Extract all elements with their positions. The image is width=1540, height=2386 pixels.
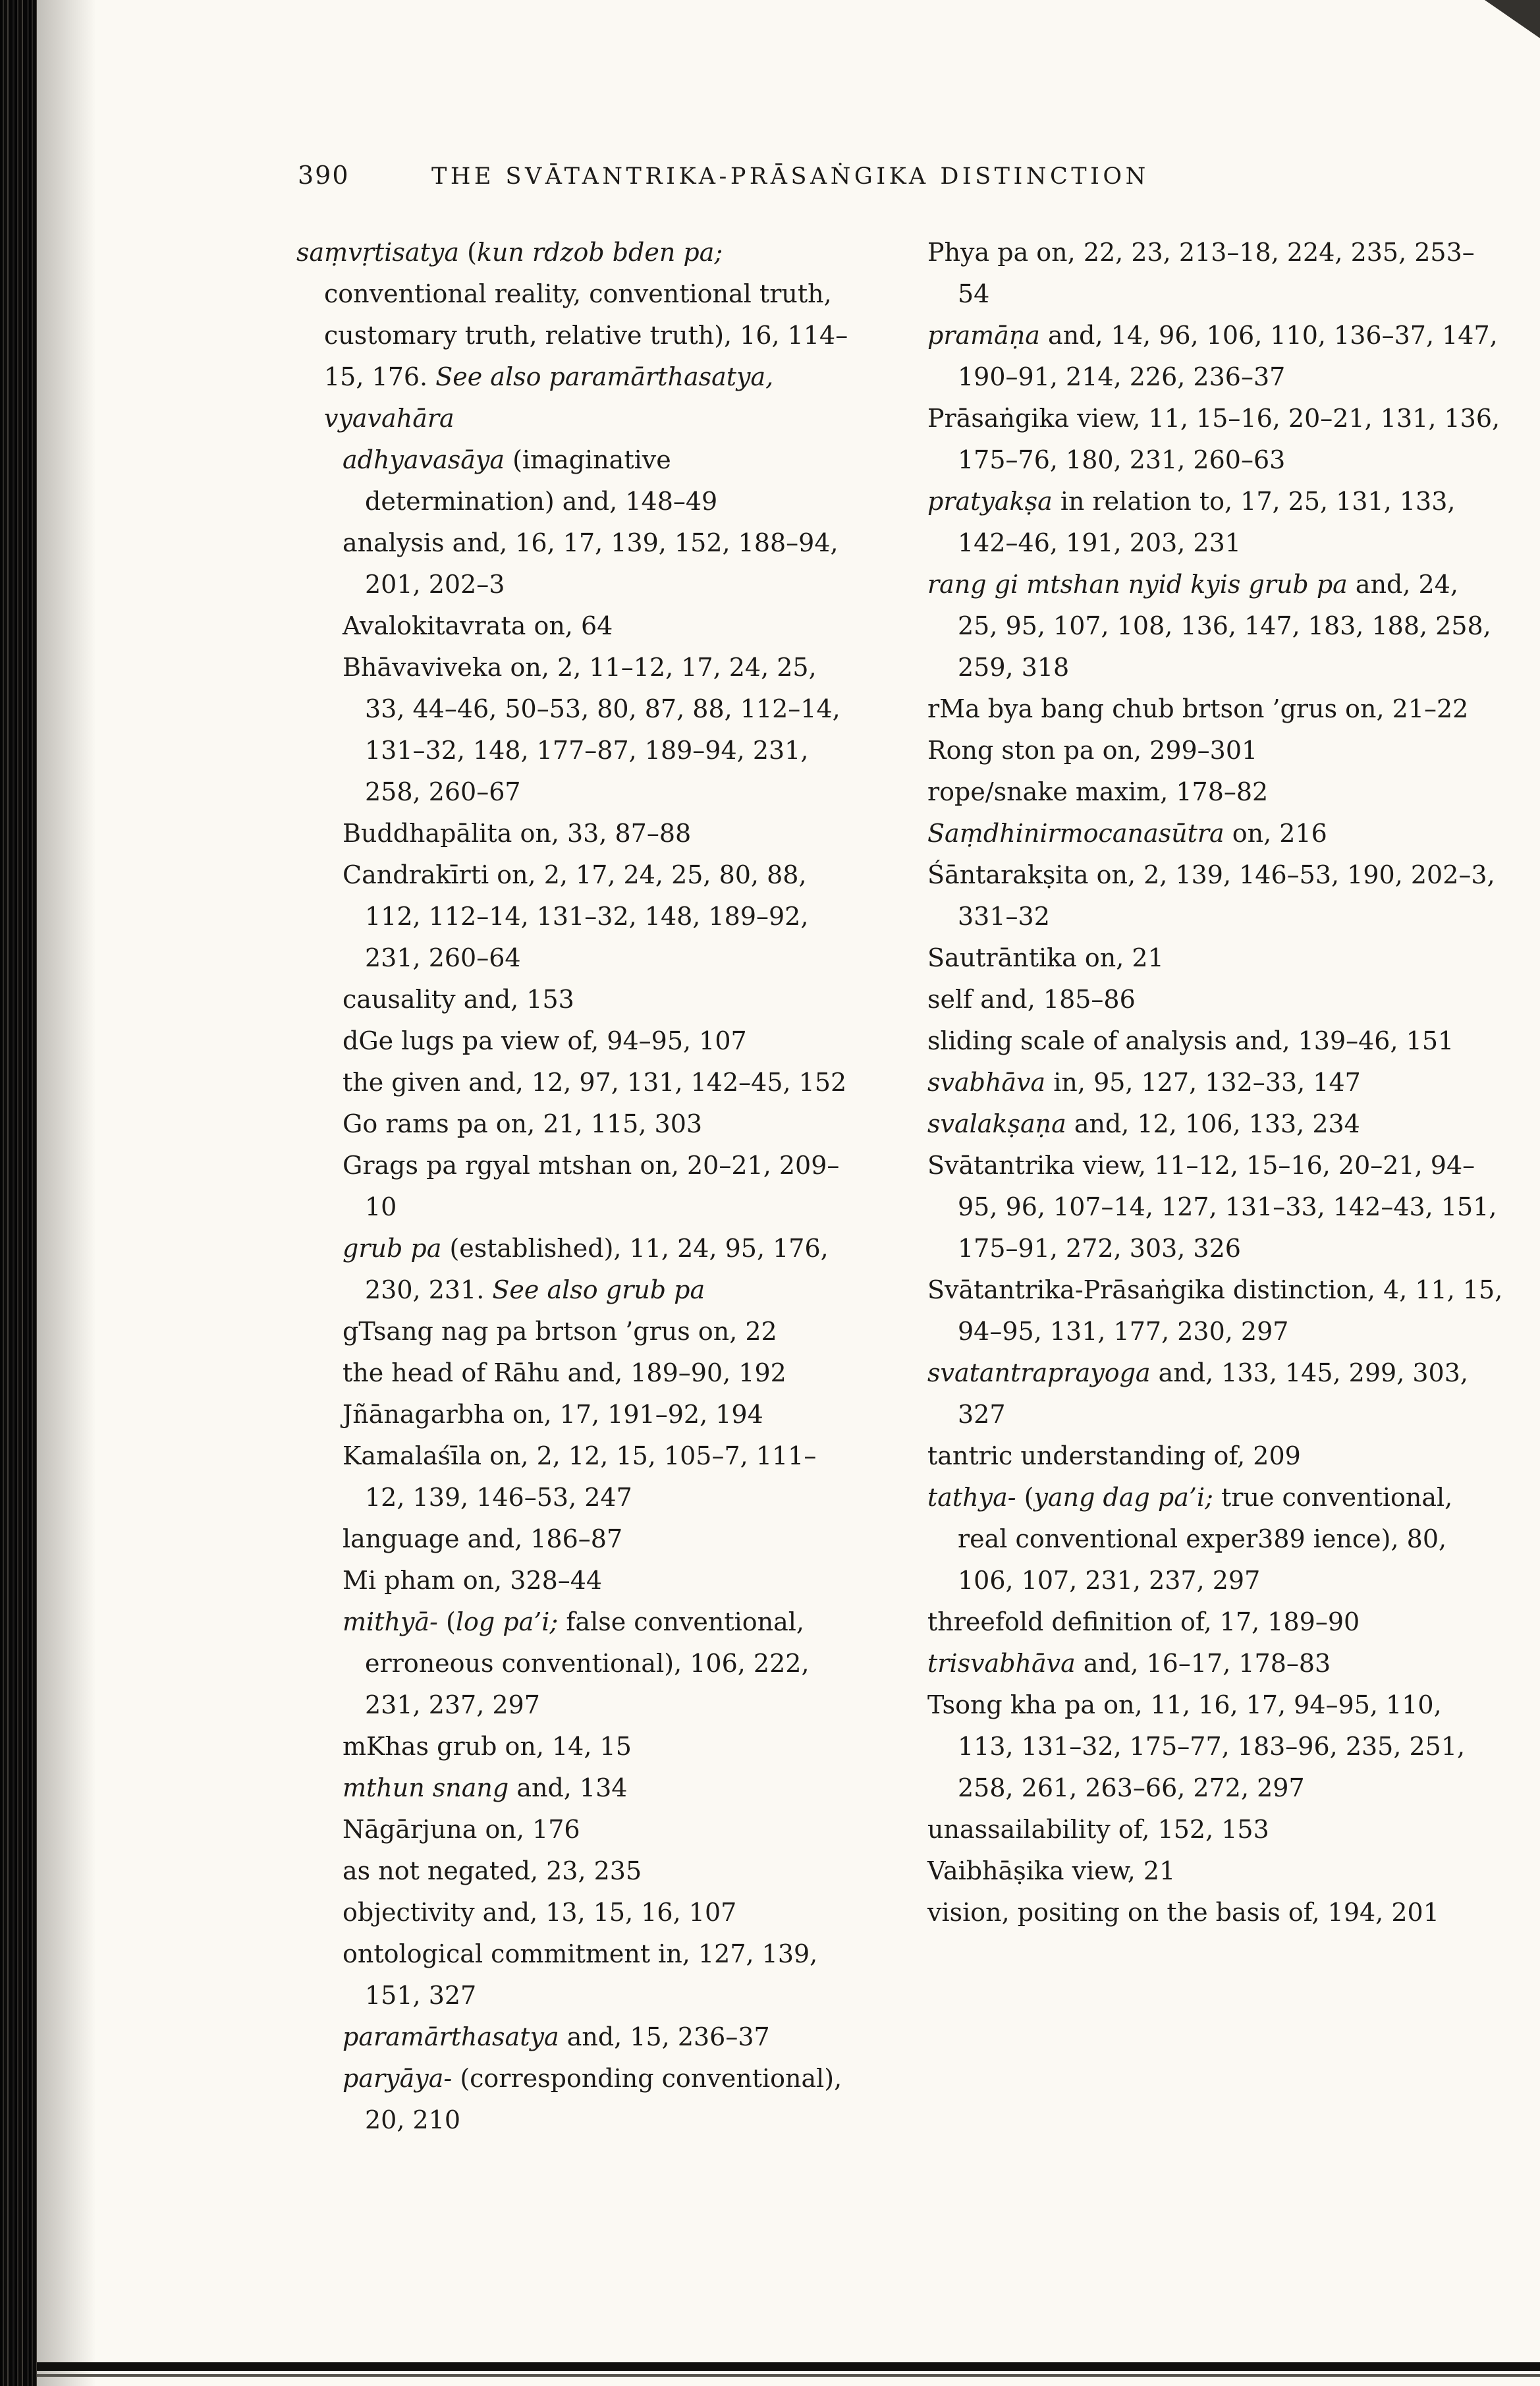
index-entry: Bhāvaviveka on, 2, 11–12, 17, 24, 25, 33, 44–46, 50–53, 80, 87, 88, 112–14, 131–32, 148, 177–87, 189–94, 231, 258, 260–67 bbox=[343, 653, 840, 806]
index-entry: Prāsaṅgika view, 11, 15–16, 20–21, 131, 136, 175–76, 180, 231, 260–63 bbox=[927, 404, 1500, 474]
scan-gutter-band bbox=[0, 0, 37, 2386]
index-entry: paramārthasatya and, 15, 236–37 bbox=[343, 2022, 770, 2051]
index-entry: mthun snang and, 134 bbox=[343, 1773, 628, 1802]
index-entry: Śāntarakṣita on, 2, 139, 146–53, 190, 202–3, 331–32 bbox=[927, 860, 1495, 931]
index-entry: mithyā- (log pa’i; false conventional, erroneous conventional), 106, 222, 231, 237, 297 bbox=[343, 1607, 810, 1719]
index-entry: saṃvṛtisatya (kun rdzob bden pa; conventional reality, conventional truth, customary truth, relative truth), 16, 114–15, 176. See also paramārthasatya, vyavahāra bbox=[296, 238, 848, 433]
index-entry: trisvabhāva and, 16–17, 178–83 bbox=[927, 1649, 1331, 1678]
index-entry: Phya pa on, 22, 23, 213–18, 224, 235, 253–54 bbox=[927, 238, 1475, 308]
index-entry: pramāṇa and, 14, 96, 106, 110, 136–37, 147, 190–91, 214, 226, 236–37 bbox=[927, 321, 1498, 391]
index-entry: Grags pa rgyal mtshan on, 20–21, 209–10 bbox=[343, 1151, 840, 1221]
index-entry: rMa bya bang chub brtson ’grus on, 21–22 bbox=[927, 694, 1469, 723]
scan-bottom-edge-faint bbox=[37, 2374, 1540, 2377]
index-entry: adhyavasāya (imaginative determination) and, 148–49 bbox=[343, 445, 718, 516]
index-entry: tathya- (yang dag pa’i; true conventional, real conventional exper389 ience), 80, 106, 107, 231, 237, 297 bbox=[927, 1483, 1453, 1595]
index-entry: ontological commitment in, 127, 139, 151, 327 bbox=[343, 1939, 818, 2010]
index-entry: Sautrāntika on, 21 bbox=[927, 943, 1164, 972]
index-entry: gTsang nag pa brtson ’grus on, 22 bbox=[343, 1317, 777, 1346]
index-entry: dGe lugs pa view of, 94–95, 107 bbox=[343, 1026, 747, 1055]
index-entry: sliding scale of analysis and, 139–46, 151 bbox=[927, 1026, 1454, 1055]
index-entry: vision, positing on the basis of, 194, 201 bbox=[927, 1898, 1439, 1927]
index-entry: svalakṣaṇa and, 12, 106, 133, 234 bbox=[927, 1109, 1360, 1138]
index-entry: unassailability of, 152, 153 bbox=[927, 1815, 1269, 1844]
page-corner-shadow bbox=[1485, 0, 1540, 38]
index-entry: Tsong kha pa on, 11, 16, 17, 94–95, 110, 113, 131–32, 175–77, 183–96, 235, 251, 258, 261, 263–66, 272, 297 bbox=[927, 1690, 1466, 1802]
index-entry: Avalokitavrata on, 64 bbox=[343, 611, 613, 640]
index-entry: rope/snake maxim, 178–82 bbox=[927, 777, 1269, 806]
index-entry: svatantraprayoga and, 133, 145, 299, 303, 327 bbox=[927, 1358, 1468, 1429]
index-entry: causality and, 153 bbox=[343, 985, 574, 1014]
index-entry: Nāgārjuna on, 176 bbox=[343, 1815, 580, 1844]
index-entry: Buddhapālita on, 33, 87–88 bbox=[343, 819, 692, 848]
index-column-right bbox=[927, 232, 1504, 1933]
index-entry: Jñānagarbha on, 17, 191–92, 194 bbox=[343, 1400, 763, 1429]
index-entry: Mi pham on, 328–44 bbox=[343, 1566, 603, 1595]
index-entry: Svātantrika view, 11–12, 15–16, 20–21, 94–95, 96, 107–14, 127, 131–33, 142–43, 151, 175–91, 272, 303, 326 bbox=[927, 1151, 1497, 1263]
scan-bottom-edge bbox=[37, 2362, 1540, 2371]
index-column-left bbox=[296, 232, 855, 2141]
index-entry: Candrakīrti on, 2, 17, 24, 25, 80, 88, 112, 112–14, 131–32, 148, 189–92, 231, 260–64 bbox=[343, 860, 809, 972]
index-entry: pratyakṣa in relation to, 17, 25, 131, 133, 142–46, 191, 203, 231 bbox=[927, 487, 1456, 557]
index-entry: self and, 185–86 bbox=[927, 985, 1136, 1014]
index-entry: as not negated, 23, 235 bbox=[343, 1856, 642, 1885]
index-entry: paryāya- (corresponding conventional), 20, 210 bbox=[343, 2064, 842, 2134]
running-header: THE SVĀTANTRIKA-PRĀSAṄGIKA DISTINCTION bbox=[431, 163, 1149, 190]
index-entry: grub pa (established), 11, 24, 95, 176, 230, 231. See also grub pa bbox=[343, 1234, 829, 1304]
index-entry: svabhāva in, 95, 127, 132–33, 147 bbox=[927, 1068, 1361, 1097]
index-entry: mKhas grub on, 14, 15 bbox=[343, 1732, 632, 1761]
index-entry: objectivity and, 13, 15, 16, 107 bbox=[343, 1898, 737, 1927]
index-entry: Rong ston pa on, 299–301 bbox=[927, 736, 1258, 765]
index-entry: threefold definition of, 17, 189–90 bbox=[927, 1607, 1360, 1636]
index-entry: the head of Rāhu and, 189–90, 192 bbox=[343, 1358, 786, 1387]
index-entry: the given and, 12, 97, 131, 142–45, 152 bbox=[343, 1068, 847, 1097]
index-entry: Vaibhāṣika view, 21 bbox=[927, 1856, 1176, 1885]
index-entry: Saṃdhinirmocanasūtra on, 216 bbox=[927, 819, 1327, 848]
index-entry: rang gi mtshan nyid kyis grub pa and, 24, 25, 95, 107, 108, 136, 147, 183, 188, 258, 259, 318 bbox=[927, 570, 1491, 682]
index-entry: tantric understanding of, 209 bbox=[927, 1441, 1301, 1470]
index-entry: Svātantrika-Prāsaṅgika distinction, 4, 11, 15, 94–95, 131, 177, 230, 297 bbox=[927, 1275, 1503, 1346]
index-entry: Go rams pa on, 21, 115, 303 bbox=[343, 1109, 703, 1138]
index-entry: Kamalaśīla on, 2, 12, 15, 105–7, 111–12, 139, 146–53, 247 bbox=[343, 1441, 817, 1512]
index-entry: analysis and, 16, 17, 139, 152, 188–94, 201, 202–3 bbox=[343, 528, 839, 599]
page-number: 390 bbox=[298, 161, 350, 190]
scan-gutter-shadow bbox=[37, 0, 96, 2386]
index-entry: language and, 186–87 bbox=[343, 1524, 623, 1553]
